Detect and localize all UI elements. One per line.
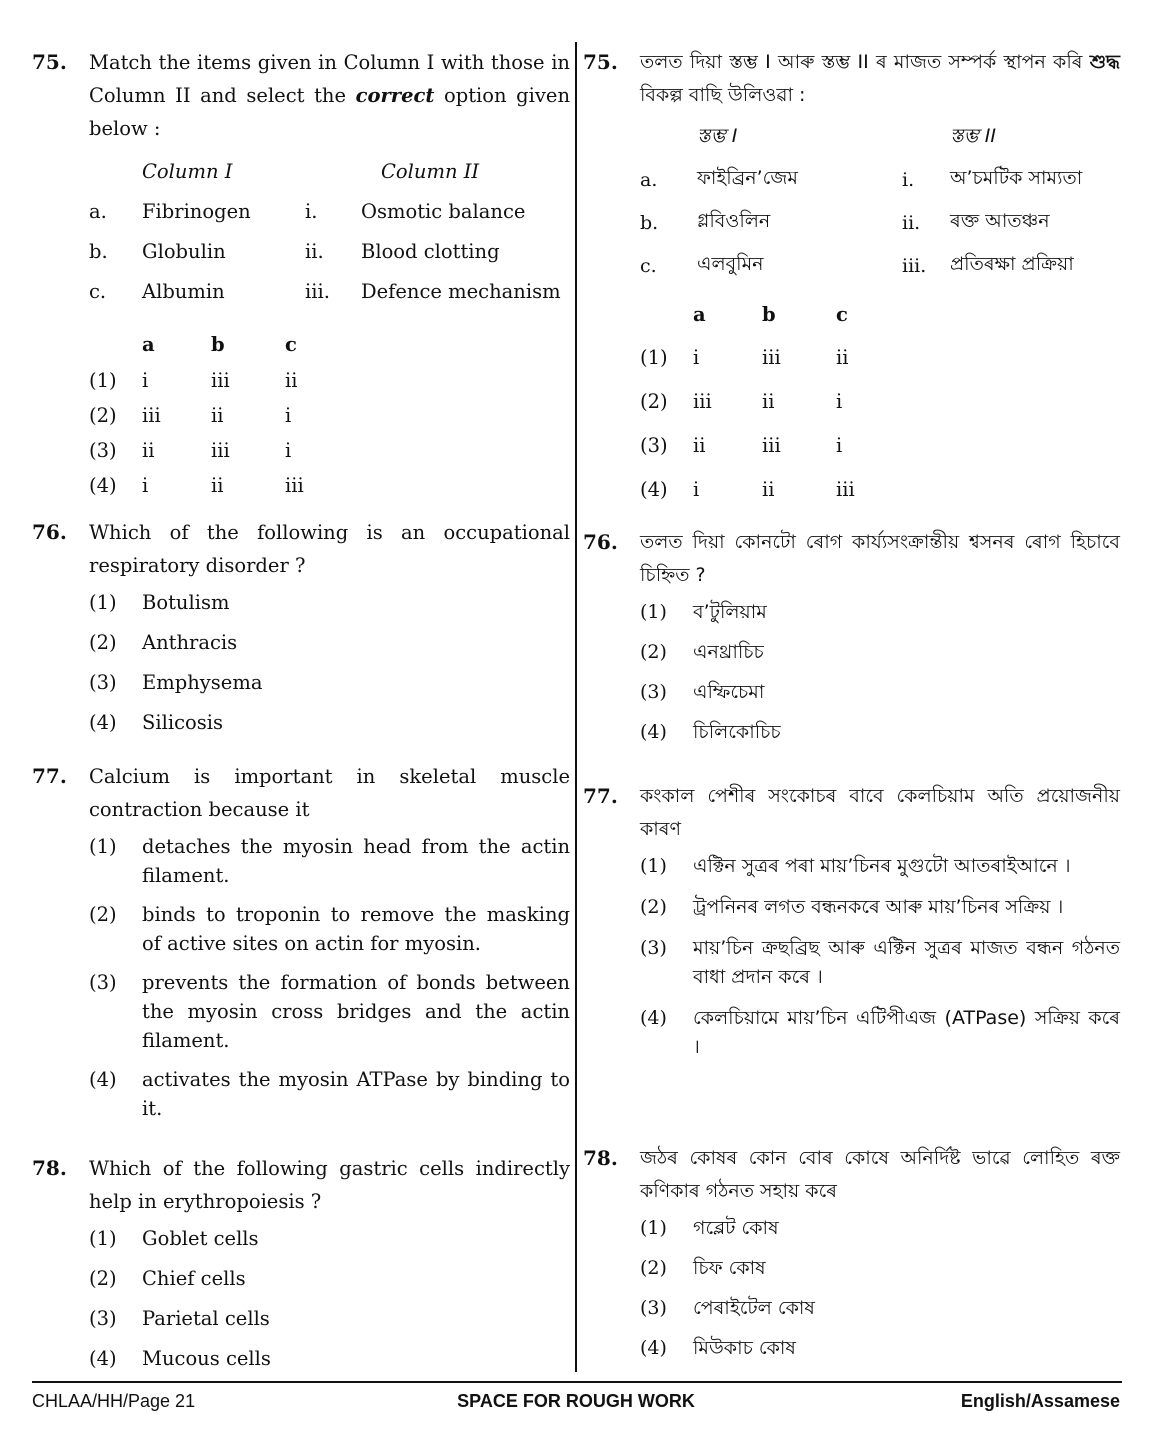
answer-option[interactable]: (1) i iii ii <box>89 369 298 392</box>
match-row: b. Globulin ii. Blood clotting <box>89 239 500 263</box>
answer-option[interactable]: (2) Anthracis <box>89 631 238 654</box>
answer-option[interactable]: (3) Parietal cells <box>89 1307 270 1330</box>
answer-option[interactable]: (1) এক্টিন সুত্ৰৰ পৰা মায়’চিনৰ মুগুটো আতৰাইআনে । <box>640 855 1071 877</box>
emphasis-correct: শুদ্ধ <box>1089 51 1120 73</box>
question-78-en <box>32 1152 570 1384</box>
answer-option[interactable]: (2) iii ii i <box>640 389 843 413</box>
match-row: c. এলবুমিন iii. প্ৰতিৰক্ষা প্ৰক্ৰিয়া <box>640 252 1074 277</box>
question-number: 77. <box>583 784 618 808</box>
column-i-header: স্তম্ভ I <box>697 125 738 147</box>
question-76-en <box>32 516 570 760</box>
column-divider <box>575 42 577 1372</box>
answer-option[interactable]: (4) Silicosis <box>89 711 223 734</box>
answer-option[interactable]: (4) মিউকাচ কোষ <box>640 1337 796 1359</box>
question-number: 75. <box>32 50 67 74</box>
answer-option[interactable]: (1) গব্লেট কোষ <box>640 1217 779 1239</box>
match-row: b. গ্লবিওলিন ii. ৰক্ত আতঞ্চন <box>640 209 1050 234</box>
answer-option[interactable]: (4) Mucous cells <box>89 1347 271 1370</box>
answer-option[interactable]: (3) ii iii i <box>89 439 292 462</box>
match-row: a. Fibrinogen i. Osmotic balance <box>89 199 526 223</box>
match-table <box>89 151 561 311</box>
answer-option[interactable]: (4) activates the myosin ATPase by binding to it. <box>89 1068 570 1120</box>
question-text: Which of the following is an occupational respiratory disorder ? <box>89 521 570 577</box>
answer-option[interactable]: (1) Goblet cells <box>89 1227 259 1250</box>
answer-option[interactable]: (1) Botulism <box>89 591 230 614</box>
answer-option[interactable]: (3) এম্ফিচেমা <box>640 681 765 703</box>
footer-rule <box>32 1381 1122 1383</box>
question-text: জঠৰ কোষৰ কোন বোৰ কোষে অনিৰ্দিষ্ট ভাৱে লোহিত ৰক্ত কণিকাৰ গঠনত সহায় কৰে <box>640 1147 1120 1202</box>
question-75-en <box>32 46 570 516</box>
answer-option[interactable]: (1) i iii ii <box>640 345 849 369</box>
answer-option[interactable]: (2) ট্ৰপনিনৰ লগত বন্ধনকৰে আৰু মায়’চিনৰ সক্ৰিয় । <box>640 896 1064 918</box>
answer-option[interactable]: (2) Chief cells <box>89 1267 246 1290</box>
match-row: c. Albumin iii. Defence mechanism <box>89 279 561 303</box>
question-number: 77. <box>32 764 67 788</box>
question-78-as <box>583 1142 1120 1374</box>
answer-option[interactable]: (4) i ii iii <box>640 477 855 501</box>
answer-table: a b c (1) i iii ii (2) iii ii i (3) ii iii i (4) i ii iii <box>89 325 304 503</box>
column-ii-header: স্তম্ভ II <box>950 125 996 147</box>
question-number: 75. <box>583 50 618 74</box>
question-number: 78. <box>583 1146 618 1170</box>
answer-option[interactable]: (3) পেৰাইটেল কোষ <box>640 1297 815 1319</box>
english-column <box>32 46 570 1384</box>
language-label: English/Assamese <box>960 1391 1120 1411</box>
match-row: a. ফাইব্ৰিন’জেম i. অ’চমটিক সাম্যতা <box>640 166 1083 191</box>
question-number: 78. <box>32 1156 67 1180</box>
question-text: Which of the following gastric cells indirectly help in erythropoiesis ? <box>89 1157 570 1213</box>
question-77-en <box>32 760 570 1152</box>
question-text: Calcium is important in skeletal muscle contraction because it <box>89 765 570 821</box>
answer-option[interactable]: (1) ব’টুলিয়াম <box>640 601 767 623</box>
answer-option[interactable]: (2) binds to troponin to remove the masking of active sites on actin for myosin. <box>89 903 570 955</box>
answer-option[interactable]: (4) i ii iii <box>89 474 304 497</box>
emphasis-correct: correct <box>355 84 435 107</box>
question-text: তলত দিয়া স্তম্ভ I আৰু স্তম্ভ II ৰ মাজত সম্পৰ্ক স্থাপন কৰি শুদ্ধ বিকল্প বাছি উলিওৱা : <box>640 51 1120 106</box>
assamese-column <box>583 46 1120 1374</box>
column-i-header: Column I <box>142 159 233 183</box>
answer-option[interactable]: (3) মায়’চিন ক্ৰছব্ৰিছ আৰু এক্টিন সুত্ৰৰ মাজত বন্ধন গঠনত বাধা প্ৰদান কৰে । <box>640 937 1120 988</box>
question-76-as <box>583 526 1120 780</box>
question-75-as <box>583 46 1120 526</box>
question-number: 76. <box>583 530 618 554</box>
match-table <box>640 118 1082 287</box>
answer-table: a b c (1) i iii ii (2) iii ii i (3) ii iii i (4) i ii iii <box>640 293 855 511</box>
answer-option[interactable]: (3) ii iii i <box>640 433 843 457</box>
answer-option[interactable]: (4) চিলিকোচিচ <box>640 721 781 743</box>
answer-option[interactable]: (2) iii ii i <box>89 404 292 427</box>
answer-option[interactable]: (2) এনথ্ৰাচিচ <box>640 641 764 663</box>
answer-option[interactable]: (1) detaches the myosin head from the actin filament. <box>89 835 570 887</box>
answer-option[interactable]: (2) চিফ কোষ <box>640 1257 766 1279</box>
column-ii-header: Column II <box>381 159 480 183</box>
page-code: CHLAA/HH/Page 21 <box>32 1391 196 1411</box>
rough-work-label: SPACE FOR ROUGH WORK <box>457 1391 695 1411</box>
answer-option[interactable]: (3) Emphysema <box>89 671 263 694</box>
question-text: কংকাল পেশীৰ সংকোচৰ বাবে কেলচিয়াম অতি প্ৰয়োজনীয় কাৰণ <box>640 785 1120 840</box>
question-text: তলত দিয়া কোনটো ৰোগ কাৰ্য্যসংক্ৰান্তীয় শ্বসনৰ ৰোগ হিচাবে চিহ্নিত ? <box>640 531 1120 586</box>
answer-option[interactable]: (4) কেলচিয়ামে মায়’চিন এটিপীএজ (ATPase) সক্ৰিয় কৰে । <box>640 1007 1120 1058</box>
question-number: 76. <box>32 520 67 544</box>
answer-option[interactable]: (3) prevents the formation of bonds between the myosin cross bridges and the actin filament. <box>89 971 570 1052</box>
question-77-as <box>583 780 1120 1142</box>
question-text: Match the items given in Column I with those in Column II and select the correct option given below : <box>89 51 571 140</box>
